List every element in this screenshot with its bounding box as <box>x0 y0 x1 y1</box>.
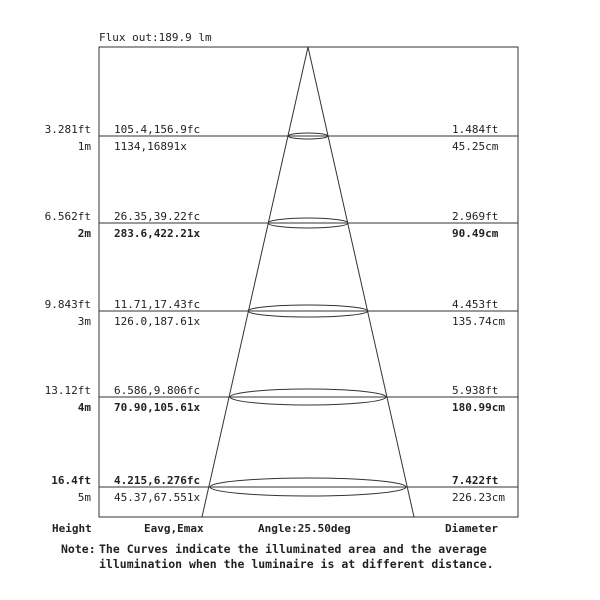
diameter-ft-label: 5.938ft <box>452 384 499 397</box>
beam-edge-right <box>308 47 414 517</box>
diameter-ft-label: 4.453ft <box>452 298 499 311</box>
height-m-label: 2m <box>77 227 91 240</box>
diameter-ft-label: 2.969ft <box>452 210 499 223</box>
beam-edge-left <box>202 47 308 517</box>
illuminance-fc-label: 6.586,9.806fc <box>114 384 201 397</box>
illuminance-fc-label: 11.71,17.43fc <box>114 298 201 311</box>
note-prefix: Note: <box>61 542 96 556</box>
distance-row <box>51 474 518 504</box>
height-m-label: 1m <box>77 140 91 153</box>
eavg-emax-column-header: Eavg,Emax <box>144 522 204 535</box>
diameter-cm-label: 135.74cm <box>452 315 505 328</box>
illuminance-lx-label: 283.6,422.21x <box>114 227 201 240</box>
illuminance-lx-label: 126.0,187.61x <box>114 315 201 328</box>
diameter-cm-label: 226.23cm <box>452 491 505 504</box>
distance-row <box>45 123 518 153</box>
height-column-header: Height <box>52 522 92 535</box>
height-ft-label: 16.4ft <box>51 474 91 487</box>
illuminance-lx-label: 45.37,67.551x <box>114 491 201 504</box>
distance-row <box>45 210 518 240</box>
distance-rows <box>45 123 518 504</box>
diameter-cm-label: 180.99cm <box>452 401 505 414</box>
diameter-cm-label: 45.25cm <box>452 140 499 153</box>
height-ft-label: 13.12ft <box>44 384 91 397</box>
illuminance-fc-label: 26.35,39.22fc <box>114 210 201 223</box>
illuminance-lx-label: 70.90,105.61x <box>114 401 201 414</box>
diagram-frame <box>99 47 518 517</box>
height-ft-label: 9.843ft <box>44 298 91 311</box>
beam-angle-label: Angle:25.50deg <box>258 522 351 535</box>
flux-label: Flux out:189.9 lm <box>99 31 212 44</box>
diameter-column-header: Diameter <box>445 522 498 535</box>
note-line-1: The Curves indicate the illuminated area and the average <box>99 542 487 556</box>
diameter-ft-label: 1.484ft <box>452 123 499 136</box>
illuminance-lx-label: 1134,16891x <box>114 140 187 153</box>
illuminance-fc-label: 4.215,6.276fc <box>114 474 201 487</box>
diameter-ft-label: 7.422ft <box>452 474 499 487</box>
beam-cone <box>202 47 414 517</box>
height-m-label: 5m <box>77 491 91 504</box>
height-m-label: 4m <box>77 401 91 414</box>
height-ft-label: 3.281ft <box>44 123 91 136</box>
note-line-2: illumination when the luminaire is at different distance. <box>99 557 494 571</box>
height-m-label: 3m <box>77 315 91 328</box>
distance-row <box>45 384 518 414</box>
diameter-cm-label: 90.49cm <box>452 227 499 240</box>
height-ft-label: 6.562ft <box>44 210 91 223</box>
illuminance-fc-label: 105.4,156.9fc <box>114 123 201 136</box>
distance-row <box>45 298 518 328</box>
